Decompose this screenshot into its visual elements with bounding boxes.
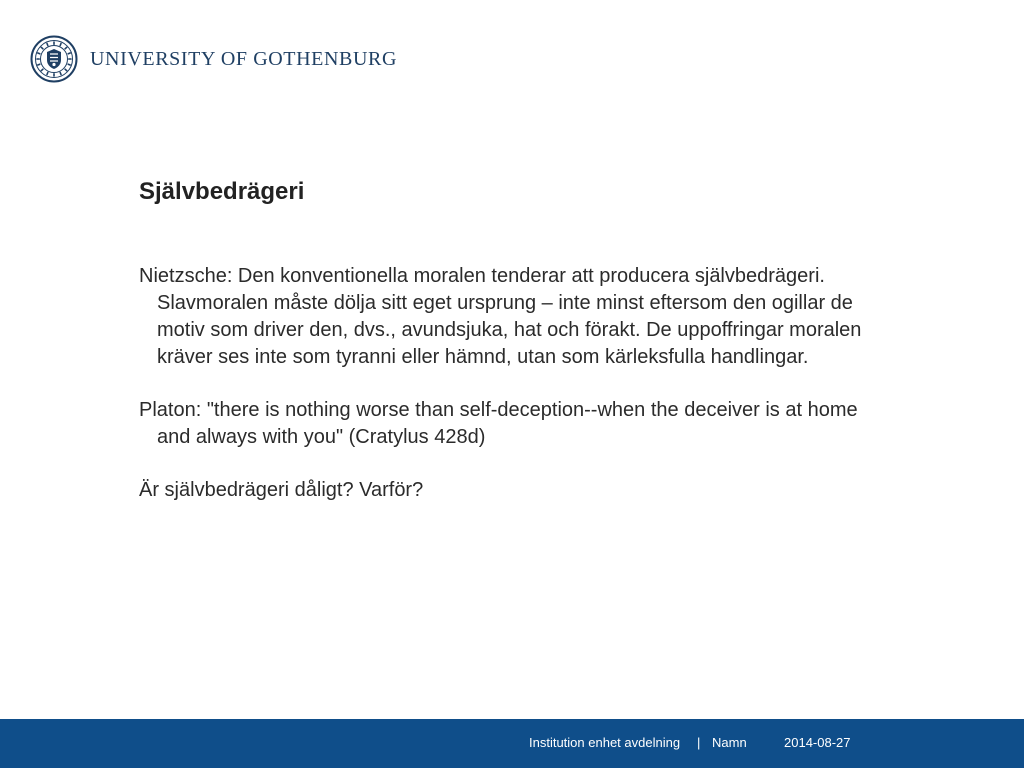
footer-department: Institution enhet avdelning xyxy=(529,735,681,750)
footer-name: Namn xyxy=(712,735,747,750)
footer-date: 2014-08-27 xyxy=(784,735,851,750)
footer-bar xyxy=(0,719,1024,768)
university-logo xyxy=(30,35,397,83)
paragraph-question: Är självbedrägeri dåligt? Varför? xyxy=(139,479,424,501)
paragraph-nietzsche: Nietzsche: Den konventionella moralen tenderar att producera självbedrägeri. Slavmoralen måste dölja sitt eget ursprung – inte minst eftersom den ogillar de motiv som driver den, dvs., avundsjuka, hat och förakt. De uppoffringar moralen kräver ses inte som tyranni eller hämnd, utan som kärleksfulla handlingar. xyxy=(139,265,862,368)
university-seal-icon xyxy=(30,35,78,83)
footer-separator: | xyxy=(697,735,701,750)
university-name: UNIVERSITY OF GOTHENBURG xyxy=(90,47,397,70)
paragraph-platon: Platon: "there is nothing worse than self-deception--when the deceiver is at home and always with you" (Cratylus 428d) xyxy=(139,399,858,448)
slide-body xyxy=(139,263,884,530)
slide-title: Självbedrägeri xyxy=(139,178,305,205)
